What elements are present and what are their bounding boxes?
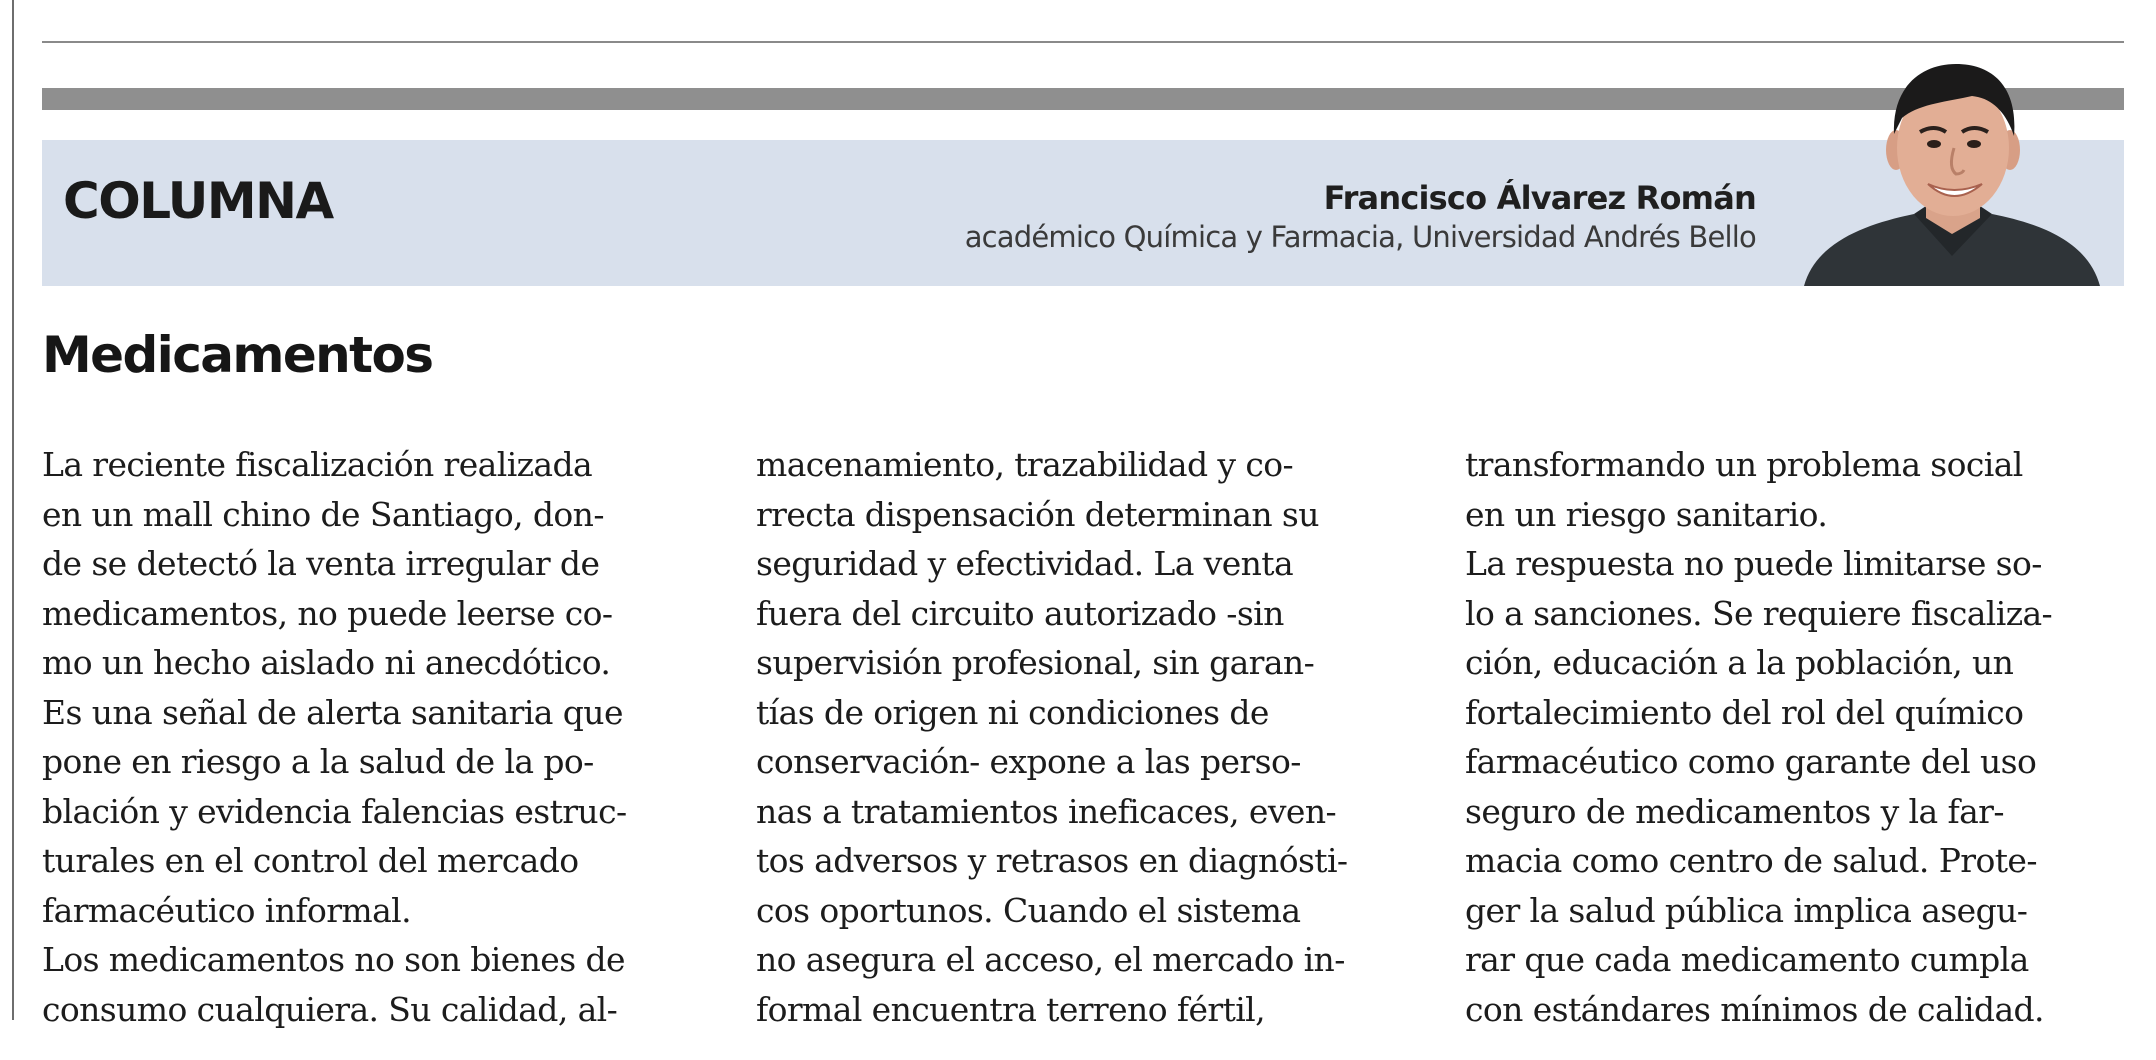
text-line: cos oportunos. Cuando el sistema: [756, 890, 1301, 930]
author-photo: [1796, 46, 2108, 286]
text-line: rrecta dispensación determinan su: [756, 494, 1319, 534]
text-line: tías de origen ni condiciones de: [756, 692, 1269, 732]
text-line: transformando un problema social: [1465, 445, 2023, 484]
text-line: en un riesgo sanitario.: [1465, 494, 1828, 534]
text-line: nas a tratamientos ineficaces, even-: [756, 791, 1337, 831]
text-line: La reciente fiscalización realizada: [42, 445, 593, 484]
text-line: conservación- expone a las perso-: [756, 742, 1301, 781]
text-line: medicamentos, no puede leerse co-: [42, 593, 613, 633]
text-line: pone en riesgo a la salud de la po-: [42, 742, 594, 781]
section-label: COLUMNA: [63, 172, 333, 230]
text-line: rar que cada medicamento cumpla: [1465, 940, 2029, 979]
article-title: Medicamentos: [42, 326, 433, 384]
text-line: fortalecimiento del rol del químico: [1465, 692, 2024, 732]
text-line: ger la salud pública implica asegu-: [1465, 890, 2028, 930]
text-line: de se detectó la venta irregular de: [42, 544, 600, 583]
text-line: farmacéutico como garante del uso: [1465, 742, 2037, 781]
text-line: tos adversos y retrasos en diagnósti-: [756, 841, 1348, 880]
top-thin-rule: [42, 41, 2124, 43]
text-line: La respuesta no puede limitarse so-: [1465, 544, 2042, 583]
text-line: ción, educación a la población, un: [1465, 643, 2014, 682]
author-byline: [965, 178, 1756, 256]
text-line: fuera del circuito autorizado -sin: [756, 593, 1284, 633]
text-line: blación y evidencia falencias estruc-: [42, 791, 627, 831]
text-line: consumo cualquiera. Su calidad, al-: [42, 989, 618, 1029]
text-line: seguro de medicamentos y la far-: [1465, 791, 2004, 831]
text-line: no asegura el acceso, el mercado in-: [756, 940, 1345, 979]
text-line: Los medicamentos no son bienes de: [42, 940, 625, 979]
text-line: con estándares mínimos de calidad.: [1465, 989, 2044, 1029]
article-column-3: [1465, 440, 2133, 1034]
text-line: turales en el control del mercado: [42, 841, 579, 880]
text-line: supervisión profesional, sin garan-: [756, 643, 1315, 682]
text-line: lo a sanciones. Se requiere fiscaliza-: [1465, 593, 2053, 633]
text-line: seguridad y efectividad. La venta: [756, 544, 1294, 583]
author-role: académico Química y Farmacia, Universidad Andrés Bello: [964, 220, 1756, 254]
text-line: macenamiento, trazabilidad y co-: [756, 445, 1294, 484]
article-column-1: [42, 440, 708, 1034]
text-line: en un mall chino de Santiago, don-: [42, 494, 604, 534]
author-name: Francisco Álvarez Román: [1323, 179, 1756, 217]
text-line: Es una señal de alerta sanitaria que: [42, 692, 623, 732]
text-line: macia como centro de salud. Prote-: [1465, 841, 2037, 880]
text-line: formal encuentra terreno fértil,: [756, 989, 1266, 1029]
text-line: farmacéutico informal.: [42, 890, 412, 930]
left-column-rule: [12, 0, 14, 1020]
text-line: mo un hecho aislado ni anecdótico.: [42, 643, 611, 682]
article-column-2: [756, 440, 1422, 1034]
